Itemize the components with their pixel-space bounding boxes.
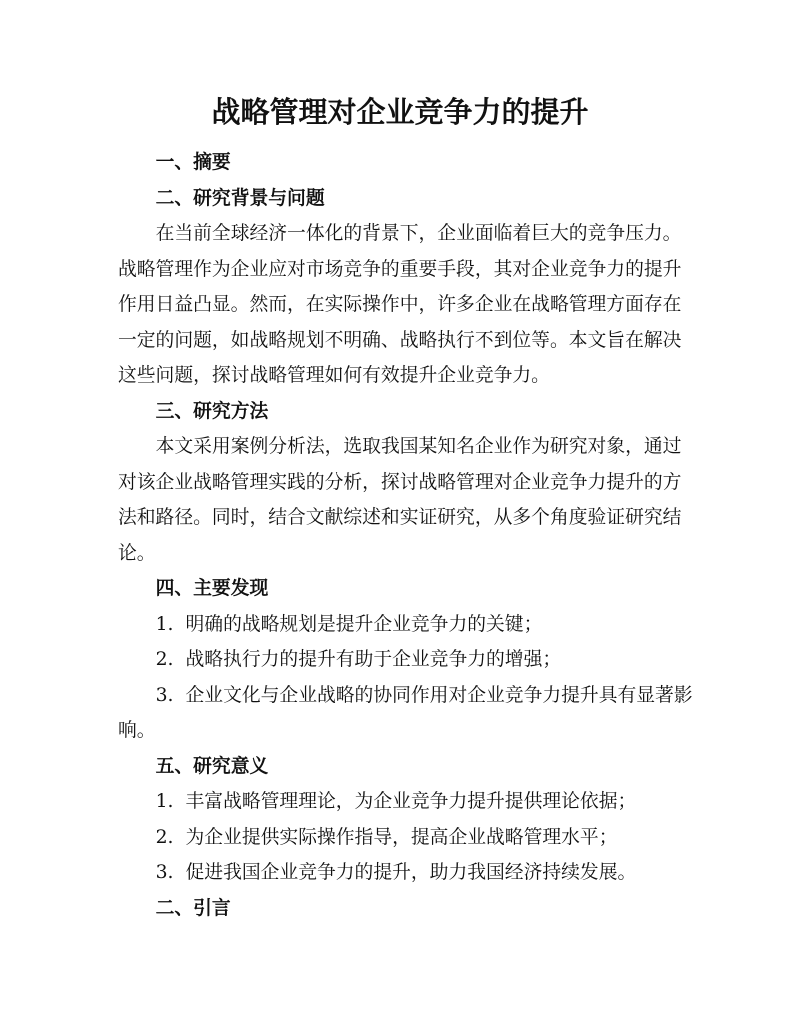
list-item-continuation: 响。 bbox=[118, 720, 156, 741]
list-item-text: 为企业提供实际操作指导，提高企业战略管理水平； bbox=[185, 826, 618, 848]
paragraph-line: 对该企业战略管理实践的分析，探讨战略管理对企业竞争力提升的方 bbox=[118, 471, 682, 493]
section-significance bbox=[118, 749, 682, 891]
section-findings bbox=[118, 571, 693, 749]
list-item-number: 3. bbox=[155, 862, 174, 883]
section-heading-background: 二、研究背景与问题 bbox=[155, 186, 325, 209]
list-item-text: 明确的战略规划是提升企业竞争力的关键； bbox=[185, 613, 543, 635]
section-heading-significance: 五、研究意义 bbox=[155, 754, 269, 777]
paragraph-line: 本文采用案例分析法，选取我国某知名企业作为研究对象，通过 bbox=[155, 436, 682, 457]
list-item-number: 1. bbox=[155, 613, 174, 635]
list-item bbox=[118, 784, 682, 820]
paragraph-line: 这些问题，探讨战略管理如何有效提升企业竞争力。 bbox=[118, 365, 550, 386]
section-heading-findings: 四、主要发现 bbox=[155, 577, 269, 599]
list-item bbox=[118, 678, 693, 714]
paragraph-line: 一定的问题，如战略规划不明确、战略执行不到位等。本文旨在解决 bbox=[118, 329, 682, 351]
paragraph-line: 作用日益凸显。然而，在实际操作中，许多企业在战略管理方面存在 bbox=[118, 294, 682, 315]
section-abstract bbox=[118, 145, 682, 181]
section-heading-abstract: 一、摘要 bbox=[155, 151, 231, 173]
list-item-number: 1. bbox=[155, 791, 174, 812]
list-item-number: 2. bbox=[155, 826, 174, 848]
paragraph-line: 法和路径。同时，结合文献综述和实证研究，从多个角度验证研究结 bbox=[118, 507, 682, 528]
list-item-text: 战略执行力的提升有助于企业竞争力的增强； bbox=[185, 649, 562, 670]
section-introduction bbox=[118, 891, 682, 927]
paragraph-line: 在当前全球经济一体化的背景下，企业面临着巨大的竞争压力。 bbox=[155, 223, 682, 244]
list-item bbox=[118, 642, 682, 678]
paragraph-line: 战略管理作为企业应对市场竞争的重要手段，其对企业竞争力的提升 bbox=[118, 258, 682, 280]
list-item-number: 2. bbox=[155, 649, 174, 670]
list-item-text: 丰富战略管理理论，为企业竞争力提升提供理论依据； bbox=[185, 791, 637, 812]
document-body bbox=[118, 145, 693, 926]
list-item bbox=[118, 855, 682, 891]
document-title: 战略管理对企业竞争力的提升 bbox=[211, 95, 589, 129]
paragraph-line: 论。 bbox=[118, 542, 156, 564]
section-background bbox=[118, 181, 682, 394]
list-item-text: 促进我国企业竞争力的提升，助力我国经济持续发展。 bbox=[185, 862, 637, 883]
list-item bbox=[118, 607, 682, 643]
section-methods bbox=[118, 394, 682, 572]
section-heading-introduction: 二、引言 bbox=[155, 896, 231, 919]
list-item-number: 3. bbox=[155, 684, 174, 706]
list-item-text: 企业文化与企业战略的协同作用对企业竞争力提升具有显著影 bbox=[185, 684, 693, 706]
section-heading-methods: 三、研究方法 bbox=[155, 399, 269, 422]
list-item bbox=[118, 820, 682, 856]
